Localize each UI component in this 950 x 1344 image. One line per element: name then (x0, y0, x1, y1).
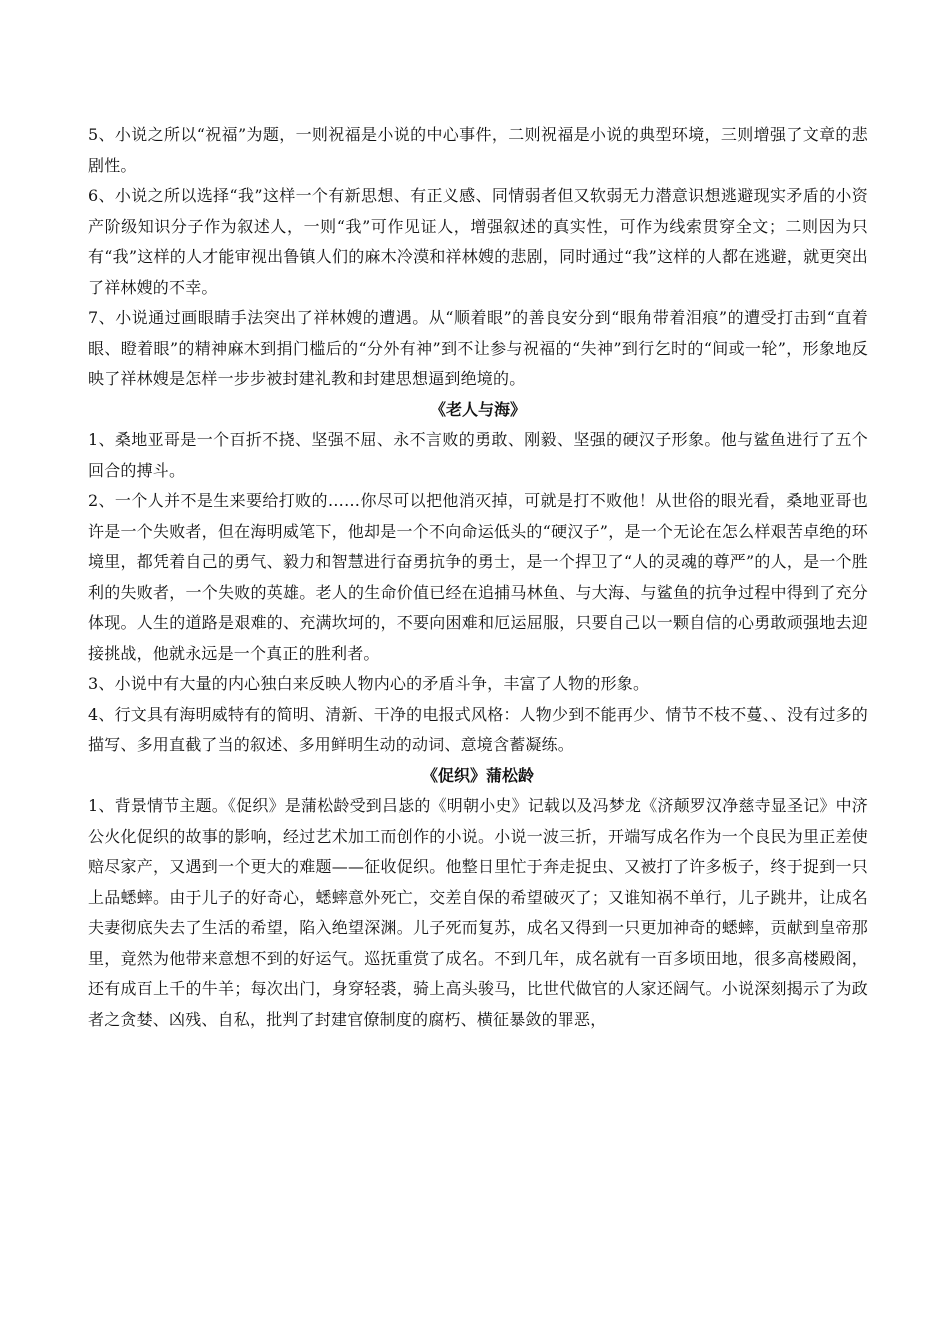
paragraph: 4、行文具有海明威特有的简明、清新、干净的电报式风格：人物少到不能再少、情节不枝不蔓、、没有过多的描写、多用直截了当的叙述、多用鲜明生动的动词、意境含蓄凝练。 (88, 704, 868, 754)
section-old-man-and-sea (88, 395, 868, 761)
paragraph: 6、小说之所以选择“我”这样一个有新思想、有正义感、同情弱者但又软弱无力潜意识想逃避现实矛盾的小资产阶级知识分子作为叙述人，一则“我”可作见证人，增强叙述的真实性，可作为线索贯穿全文；二则因为只有“我”这样的人才能审视出鲁镇人们的麻木冷漠和祥林嫂的悲剧，同时通过“我”这样的人都在逃避，就更突出了祥林嫂的不幸。 (88, 186, 868, 297)
section-cuzhi (88, 761, 868, 1036)
paragraph: 3、小说中有大量的内心独白来反映人物内心的矛盾斗争，丰富了人物的形象。 (88, 674, 650, 693)
paragraph: 2、一个人并不是生来要给打败的……你尽可以把他消灭掉，可就是打不败他！从世俗的眼光看，桑地亚哥也许是一个失败者，但在海明威笔下，他却是一个不向命运低头的“硬汉子”，是一个无论在怎么样艰苦卓绝的环境里，都凭着自己的勇气、毅力和智慧进行奋勇抗争的勇士，是一个捍卫了“人的灵魂的尊严”的人，是一个胜利的失败者，一个失败的英雄。老人的生命价值已经在追捕马林鱼、与大海、与鲨鱼的抗争过程中得到了充分体现。人生的道路是艰难的、充满坎坷的，不要向困难和厄运屈服，只要自己以一颗自信的心勇敢顽强地去迎接挑战，他就永远是一个真正的胜利者。 (88, 491, 868, 663)
paragraph: 5、小说之所以“祝福”为题，一则祝福是小说的中心事件，二则祝福是小说的典型环境，三则增强了文章的悲剧性。 (88, 125, 868, 175)
paragraph: 1、桑地亚哥是一个百折不挠、坚强不屈、永不言败的勇敢、刚毅、坚强的硬汉子形象。他与鲨鱼进行了五个回合的搏斗。 (88, 430, 868, 480)
document-page (88, 120, 868, 1035)
paragraph: 7、小说通过画眼睛手法突出了祥林嫂的遭遇。从“顺着眼”的善良安分到“眼角带着泪痕”的遭受打击到“直着眼、瞪着眼”的精神麻木到捐门槛后的“分外有神”到不让参与祝福的“失神”到行乞时的“间或一轮”，形象地反映了祥林嫂是怎样一步步被封建礼教和封建思想逼到绝境的。 (88, 308, 868, 388)
section-zhufu (88, 120, 868, 395)
section-heading: 《促织》蒲松龄 (421, 765, 534, 785)
section-heading: 《老人与海》 (429, 399, 526, 419)
paragraph: 1、背景情节主题。《促织》是蒲松龄受到吕毖的《明朝小史》记载以及冯梦龙《济颠罗汉净慈寺显圣记》中济公火化促织的故事的影响，经过艺术加工而创作的小说。小说一波三折，开端写成名作为一个良民为里正差使赔尽家产，又遇到一个更大的难题——征收促织。他整日里忙于奔走捉虫、又被打了许多板子，终于捉到一只上品蟋蟀。由于儿子的好奇心，蟋蟀意外死亡，交差自保的希望破灭了；又谁知祸不单行，儿子跳井，让成名夫妻彻底失去了生活的希望，陷入绝望深渊。儿子死而复苏，成名又得到一只更加神奇的蟋蟀，贡献到皇帝那里，竟然为他带来意想不到的好运气。巡抚重赏了成名。不到几年，成名就有一百多顷田地，很多高楼殿阁，还有成百上千的牛羊；每次出门，身穿轻裘，骑上高头骏马，比世代做官的人家还阔气。小说深刻揭示了为政者之贪婪、凶残、自私，批判了封建官僚制度的腐朽、横征暴敛的罪恶， (88, 796, 868, 1029)
